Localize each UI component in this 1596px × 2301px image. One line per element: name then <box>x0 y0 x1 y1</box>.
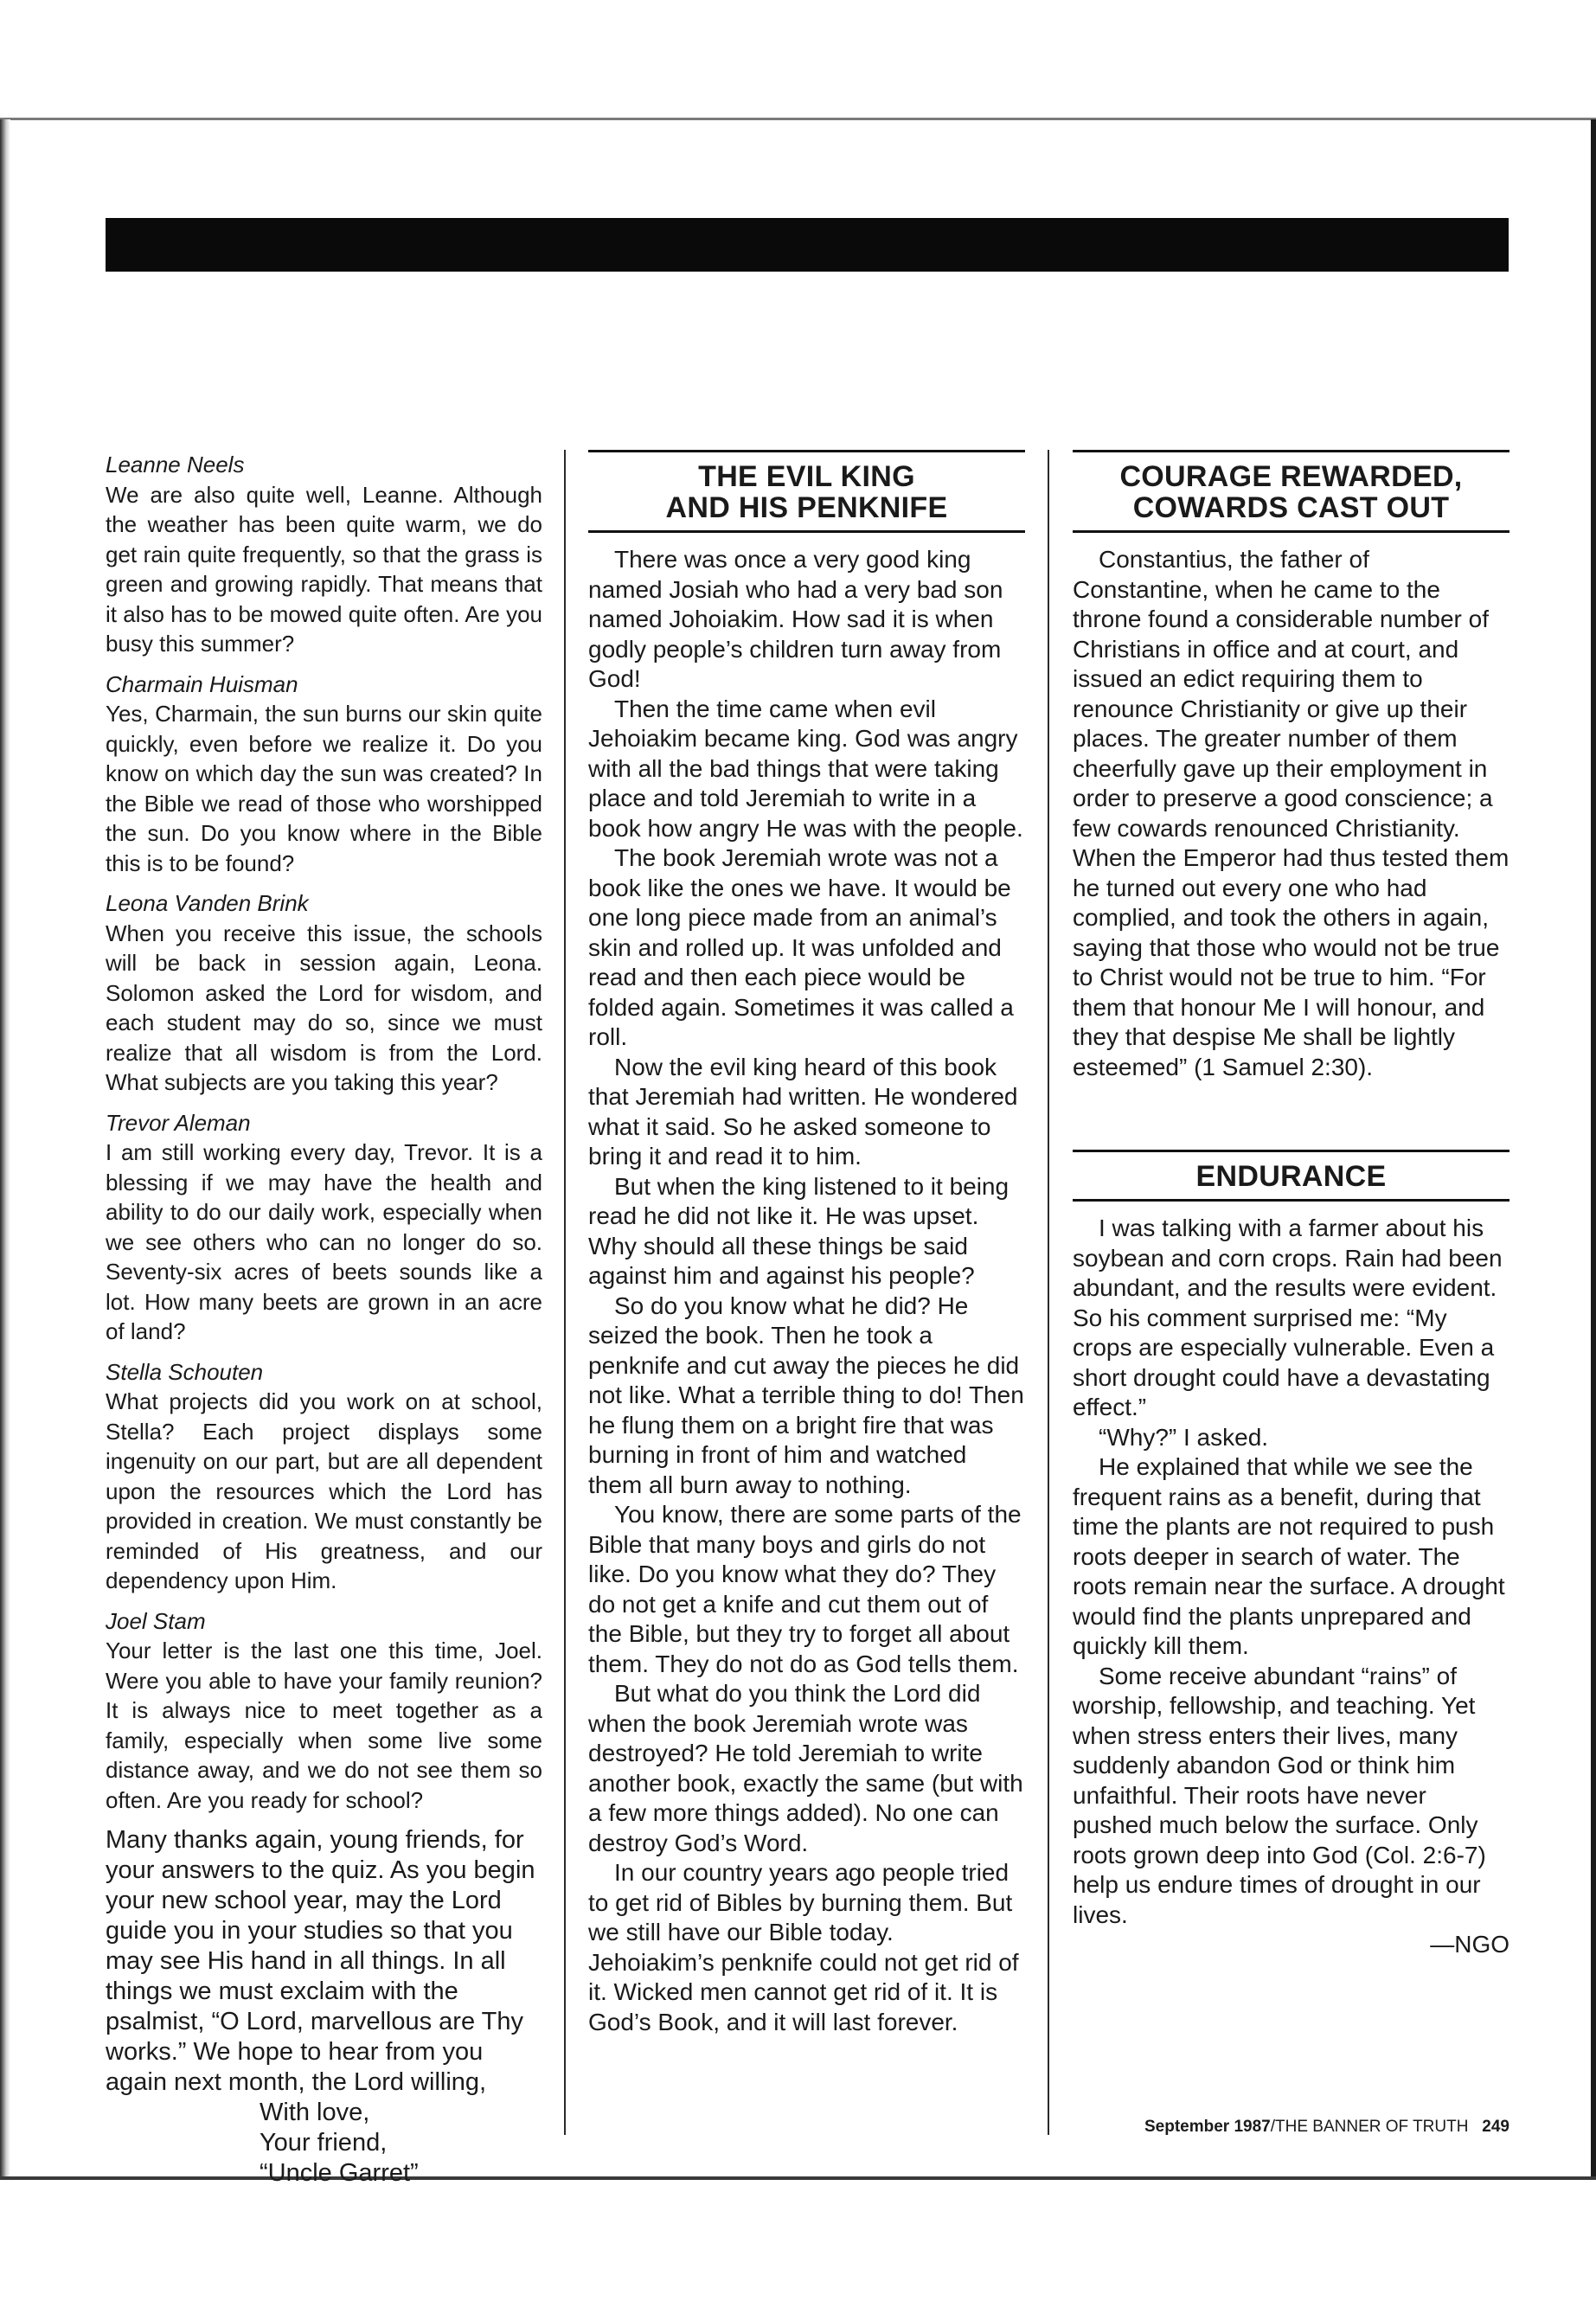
signoff-line: With love, <box>260 2099 370 2126</box>
story-paragraph: So do you know what he did? He seized the book. Then he took a penknife and cut away the pieces he did not like. What a terrible thing to do! Then he flung them on a bright fire that was burning in front of him and watched them all burn away to nothing. <box>588 1292 1024 1498</box>
column-divider <box>1048 450 1049 2135</box>
story-paragraph: But what do you think the Lord did when the book Jeremiah wrote was destroyed? He told Jeremiah to write another book, exactly the same (but with a few more things added). No one can destroy God’s Word. <box>588 1680 1023 1856</box>
story-byline: —NGO <box>1430 1931 1509 1958</box>
letters-column <box>106 450 542 2189</box>
scan-margin <box>0 0 1596 119</box>
story-paragraph: I was talking with a farmer about his soybean and corn crops. Rain had been abundant, and the results were evident. So his comment surprised me: “My crops are especially vulnerable. Even a short drought could have a devastating effect.” <box>1073 1215 1503 1420</box>
story-paragraph: In our country years ago people tried to get rid of Bibles by burning them. But we still have our Bible today. Jehoiakim’s penknife could not get rid of it. Wicked men cannot get rid of it. It is God’s Book, and it will last forever. <box>588 1859 1019 2035</box>
column-divider <box>564 450 566 2135</box>
story-paragraph: Then the time came when evil Jehoiakim became king. God was angry with all the bad things that were taking place and told Jeremiah to write in a book how angry He was with the people. <box>588 695 1023 842</box>
story-body <box>1073 1214 1509 1960</box>
story-paragraph: But when the king listened to it being read he did not like it. He was upset. Why should all these things be said against him and against his people? <box>588 1172 1010 1289</box>
story-paragraph: Some receive abundant “rains” of worship, fellowship, and teaching. Yet when stress enters their lives, many suddenly abandon God or think him unfaithful. Their roots have never pushed much below the surface. Only roots grown deep into God (Col. 2:6-7) help us endure times of drought in our lives. <box>1073 1662 1486 1928</box>
story-title-line: COURAGE REWARDED, <box>1119 460 1463 493</box>
story-paragraph: “Why?” I asked. <box>1099 1423 1269 1451</box>
footer-page-number: 249 <box>1482 2118 1509 2136</box>
letter-reply: When you receive this issue, the schools will be back in session again, Leona. Solomon asked the Lord for wisdom, and each student may do so, since we must realize that all wisdom is from the Lord. What subjects are you taking this year? <box>106 920 542 1095</box>
letter-reply: I am still working every day, Trevor. It is a blessing if we may have the health and ability to do our daily work, especially when we see others who can no longer do so. Seventy-six acres of beets sounds like a lot. How many beets are grown in an acre of land? <box>106 1139 542 1344</box>
letter-reply: Yes, Charmain, the sun burns our skin quite quickly, even before we realize it. Do you know on which day the sun was created? In the Bible we read of those who worshipped the sun. Do you know where in the Bible this is to be found? <box>106 701 542 876</box>
header-banner-bar <box>106 218 1509 272</box>
story-column-evil-king <box>588 450 1025 2037</box>
letter-reply: We are also quite well, Leanne. Although the weather has been quite warm, we do get rain quite frequently, so that the grass is green and growing rapidly. That means that it also has to be mowed quite often. Are you busy this summer? <box>106 481 542 657</box>
letter-reply: What projects did you work on at school, Stella? Each project displays some ingenuity on our part, but are all dependent upon the resources which the Lord has provided in creation. We must constantly be reminded of His greatness, and our dependency upon Him. <box>106 1388 542 1593</box>
scan-top-edge <box>0 118 1596 120</box>
story-heading-box <box>1073 450 1509 533</box>
story-paragraph: You know, there are some parts of the Bible that many boys and girls do not like. Do you know what they do? They do not get a knife and cut them out of the Bible, but they try to forget all about them. They do not do as God tells them. <box>588 1501 1022 1677</box>
letter-name: Charmain Huisman <box>106 670 298 697</box>
letter-reply: Your letter is the last one this time, Joel. Were you able to have your family reunion? It is always nice to meet together as a family, especially when some live some distance away, and we do not see them so often. Are you ready for school? <box>106 1638 542 1813</box>
letter-name: Leanne Neels <box>106 452 245 478</box>
story-body <box>588 545 1025 2037</box>
closing-paragraph: Many thanks again, young friends, for your answers to the quiz. As you begin your new school year, may the Lord guide you in your studies so that you may see His hand in all things. In all things we must exclaim with the psalmist, “O Lord, marvellous are Thy works.” We hope to hear from you again next month, the Lord willing, <box>106 1826 535 2096</box>
letter-name: Trevor Aleman <box>106 1109 251 1136</box>
signoff-line: “Uncle Garret” <box>260 2159 419 2187</box>
letter-name: Stella Schouten <box>106 1358 264 1385</box>
story-title-line: COWARDS CAST OUT <box>1132 491 1450 524</box>
story-paragraph: He explained that while we see the frequent rains as a benefit, during that time the plants are not required to push roots deeper in search of water. The roots remain near the surface. A drought would find the plants unprepared and quickly kill them. <box>1073 1453 1505 1659</box>
page-edge-left <box>0 119 10 2178</box>
letter-name: Leona Vanden Brink <box>106 890 309 916</box>
story-paragraph: The book Jeremiah wrote was not a book like the ones we have. It would be one long piece made from an animal’s skin and rolled up. It was unfolded and read and then each piece would be folded again. Sometimes it was called a roll. <box>588 844 1014 1050</box>
letter-name: Joel Stam <box>106 1607 206 1634</box>
page-footer <box>1073 2118 1509 2137</box>
story-heading-box <box>1073 1150 1509 1202</box>
signoff-line: Your friend, <box>260 2129 388 2157</box>
story-heading-box <box>588 450 1025 533</box>
story-paragraph: Constantius, the father of Constantine, when he came to the throne found a considerable number of Christians in office and at court, and issued an edict requiring them to renounce Christianity or give up their places. The greater number of them cheerfully gave up their employment in order to preserve a good conscience; a few cowards renounced Christianity. When the Emperor had thus tested them he turned out every one who had complied, and took the others in again, saying that those who would not be true to Christ would not be true to him. “For them that honour Me I will honour, and they that despise Me shall be lightly esteemed” (1 Samuel 2:30). <box>1073 546 1509 1080</box>
story-title-line: AND HIS PENKNIFE <box>665 491 948 524</box>
footer-date: September 1987 <box>1144 2118 1271 2136</box>
story-paragraph: There was once a very good king named Josiah who had a very bad son named Johoiakim. How sad it is when godly people’s children turn away from God! <box>588 546 1003 692</box>
story-paragraph: Now the evil king heard of this book that Jeremiah had written. He wondered what it said. So he asked someone to bring it and read it to him. <box>588 1053 1018 1170</box>
section-spacer <box>1073 1082 1509 1150</box>
story-body <box>1073 545 1509 1082</box>
story-column-right <box>1073 450 1509 1960</box>
story-title-line: THE EVIL KING <box>698 460 915 493</box>
footer-publication: /THE BANNER OF TRUTH <box>1270 2118 1469 2136</box>
story-title: ENDURANCE <box>1195 1160 1387 1193</box>
page-edge-right <box>1591 119 1596 2178</box>
